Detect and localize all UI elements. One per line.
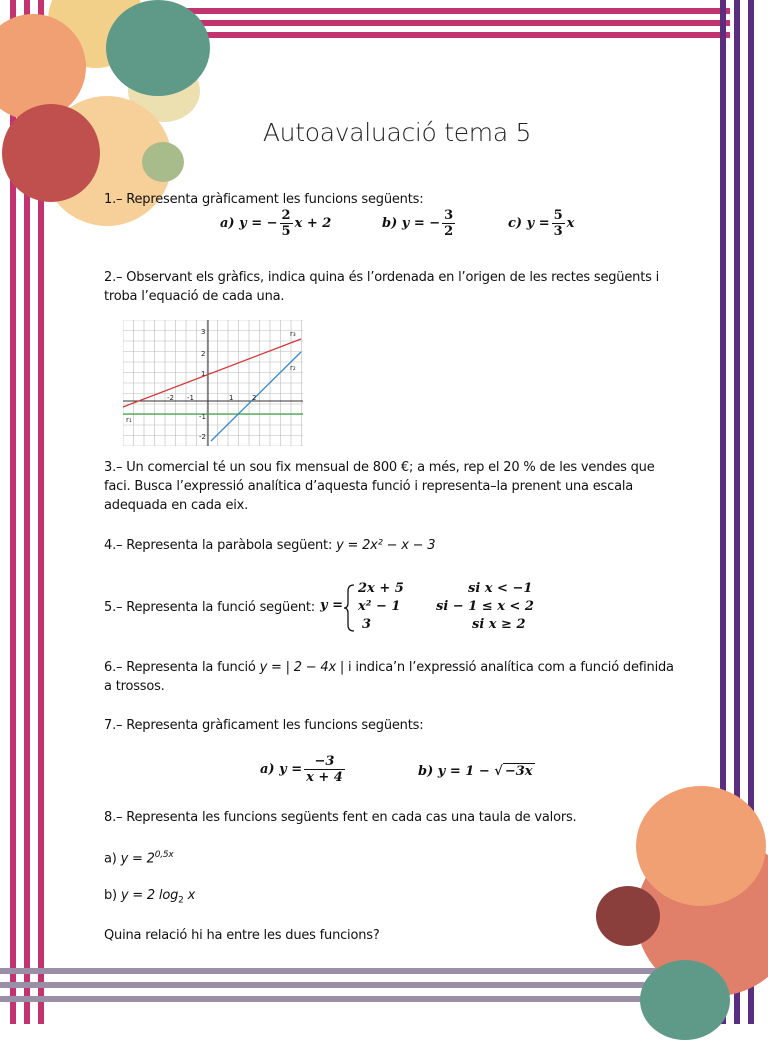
q5-piece-3-cond: si x ≥ 2 (472, 617, 526, 632)
q8-closing-question: Quina relació hi ha entre les dues funcions? (104, 928, 380, 943)
question-3-text: 3.– Un comercial té un sou fix mensual de 800 €; a més, rep el 20 % de les vendes que faci. Busca l’expressió analítica d’aquesta funció i representa–la prenent una escala adequada en cada eix. (104, 460, 655, 513)
q6-formula: y = | 2 − 4x | (259, 660, 345, 675)
page-title: Autoavaluació tema 5 (262, 118, 532, 147)
q1-formula-c: c) y = $\frac{5}{3}$ x (508, 208, 575, 239)
question-1-text: 1.– Representa gràficament les funcions següents: (104, 192, 424, 207)
question-8-text: 8.– Representa les funcions següents fent en cada cas una taula de valors. (104, 810, 577, 825)
question-7-text: 7.– Representa gràficament les funcions següents: (104, 718, 424, 733)
x-tick-label: -2 (167, 394, 174, 402)
bubble-teal (106, 0, 210, 96)
lines-graph (123, 320, 303, 446)
y-tick-label: 3 (201, 328, 206, 336)
question-2-text: 2.– Observant els gràfics, indica quina és l’ordenada en l’origen de les rectes següents i troba l’equació de cada una. (104, 270, 660, 304)
q5-lhs: y = (320, 598, 343, 613)
x-tick-label: 1 (229, 394, 234, 402)
question-6 (104, 658, 684, 696)
q5-piece-3-expr: 3 (362, 617, 372, 632)
line-label-r1: r₁ (126, 416, 132, 424)
question-6-text: 6.– Representa la funció (104, 660, 260, 675)
y-tick-label: 1 (201, 370, 206, 378)
q8-item-b: b) y = 2 $\log_2 x$ (104, 888, 196, 906)
q8-item-a: a) $y = 2^{0,5x}$ (104, 850, 174, 867)
question-4-text: 4.– Representa la paràbola següent: (104, 538, 337, 553)
q7-formula-a: a) y = $\frac{-3}{x + 4}$ (260, 754, 343, 785)
y-tick-label: -1 (199, 413, 206, 421)
line-r3 (123, 339, 301, 407)
bottom-stripe-2 (0, 982, 700, 988)
line-label-r2: r₂ (290, 364, 296, 372)
bubble-teal-br (640, 960, 730, 1040)
x-tick-label: 2 (252, 394, 257, 402)
question-5-text: 5.– Representa la funció següent: (104, 600, 315, 615)
q1-formula-a: a) y = − $\frac{2}{5}$ x + 2 (220, 208, 332, 239)
question-4 (104, 536, 684, 555)
q1-formula-b: b) y = − $\frac{3}{2}$ (382, 208, 454, 239)
bottom-stripe-1 (0, 968, 700, 974)
y-tick-label: -2 (199, 433, 206, 441)
graph-grid (123, 320, 303, 446)
x-tick-label: -1 (187, 394, 194, 402)
q5-piece-1-expr: 2x + 5 (358, 581, 404, 596)
q5-brace (344, 583, 356, 633)
bubble-sage (142, 142, 184, 182)
question-6-text-post: i indica’n l’expressió analítica com a funció definida a trossos. (104, 660, 674, 694)
top-stripe-1 (150, 8, 730, 14)
q5-piece-2-cond: si − 1 ≤ x < 2 (436, 599, 534, 614)
line-label-r3: r₃ (290, 330, 296, 338)
q5-piece-2-expr: x² − 1 (358, 599, 401, 614)
top-stripe-2 (150, 20, 730, 26)
q7-formula-b: b) y = 1 − √ −3x (418, 764, 533, 779)
top-stripe-3 (150, 32, 730, 38)
q4-formula: y = 2x² − x − 3 (336, 538, 436, 553)
q5-piece-1-cond: si x < −1 (468, 581, 533, 596)
bottom-stripe-3 (0, 996, 700, 1002)
y-tick-label: 2 (201, 350, 206, 358)
